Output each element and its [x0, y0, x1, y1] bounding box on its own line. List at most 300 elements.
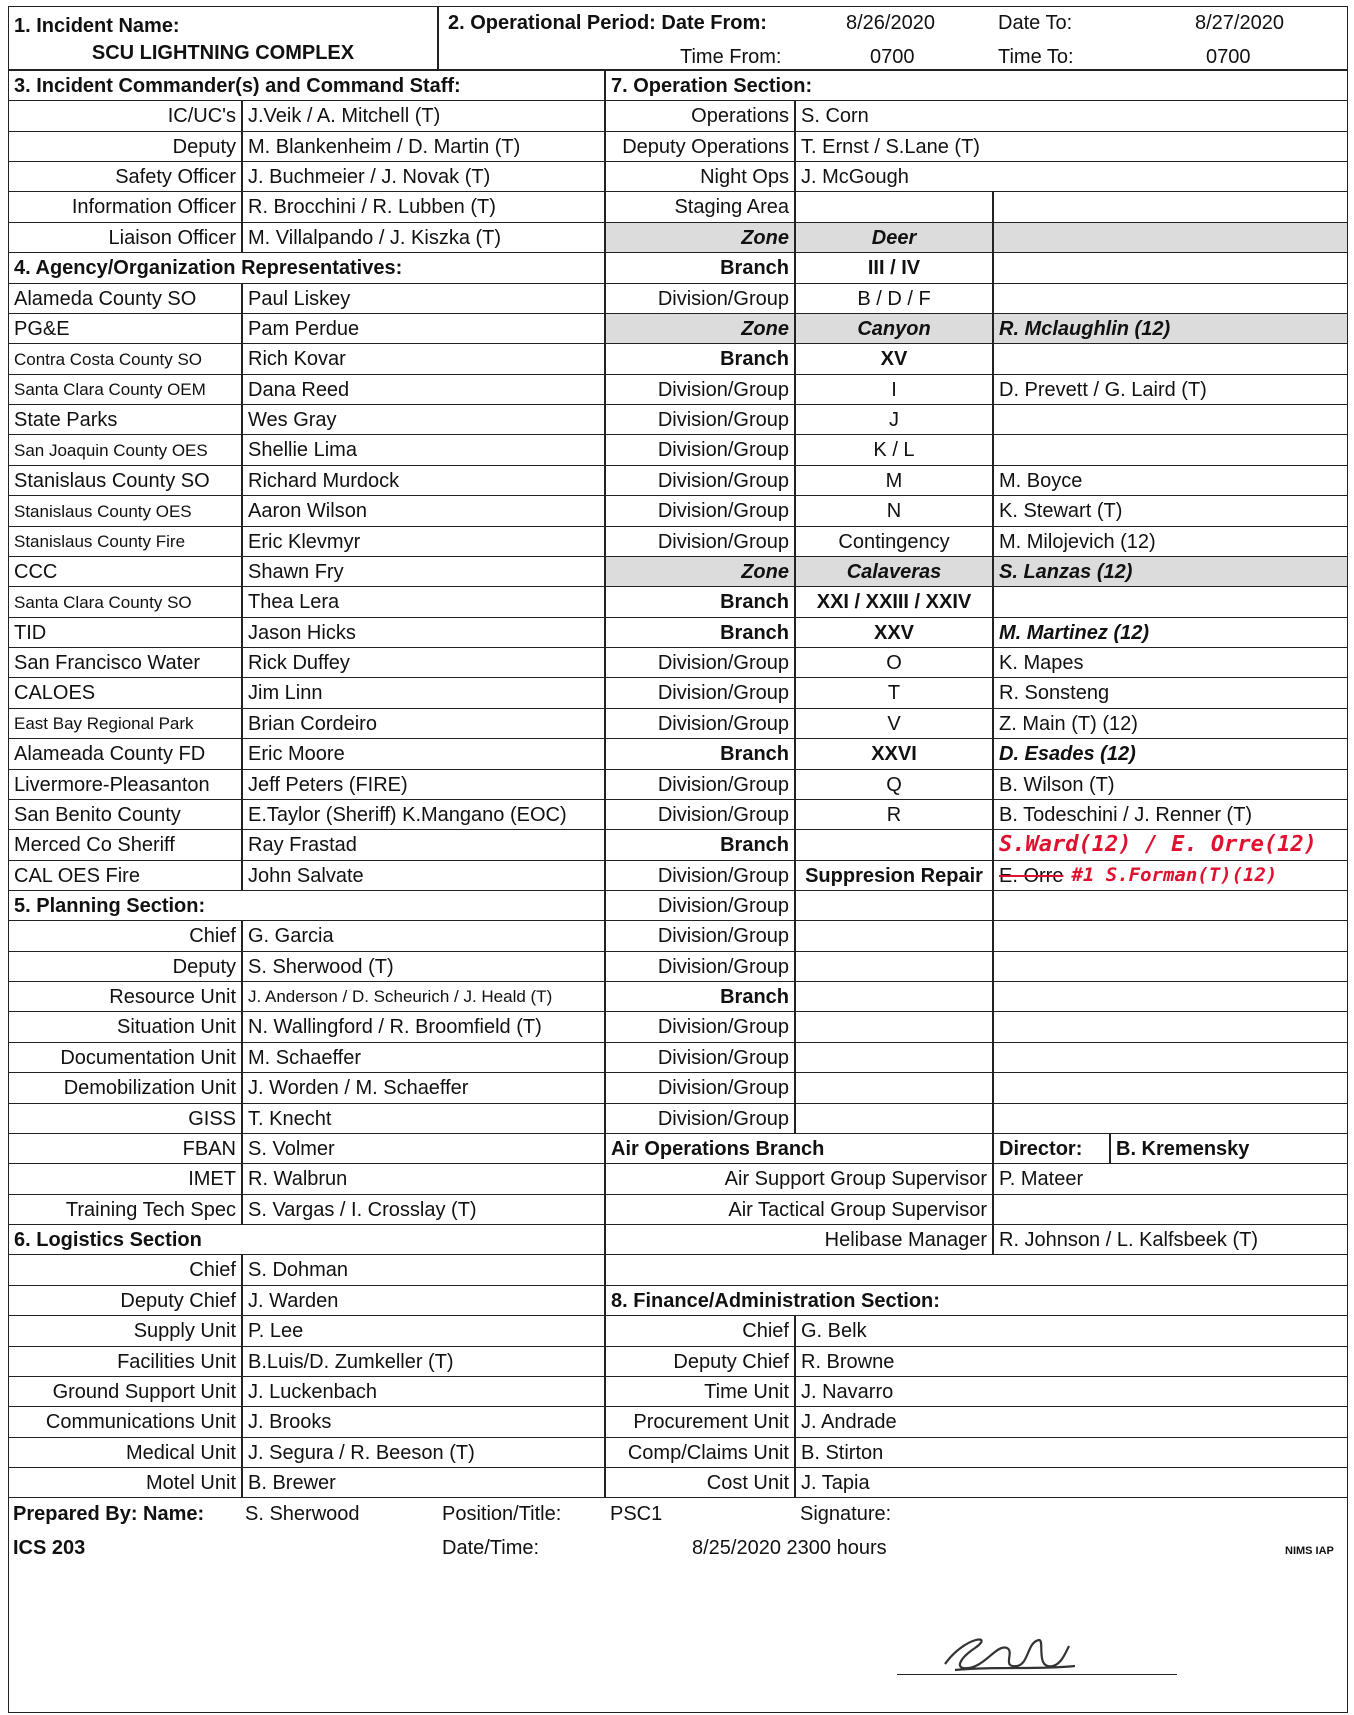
ops-row-name-text: R. Mclaughlin (12)	[999, 317, 1171, 340]
ops-row-label	[605, 920, 795, 952]
ops-row-name	[993, 647, 1348, 678]
agency-rep-text: Eric Moore	[248, 743, 345, 765]
agency-name	[8, 738, 242, 770]
logistics-title	[8, 1224, 605, 1255]
logistics-label-text: Ground Support Unit	[52, 1380, 236, 1403]
agency-rep-text: Pam Perdue	[248, 317, 360, 340]
ops-row-id	[795, 283, 993, 314]
air-ops-value	[993, 1224, 1348, 1255]
ops-row-label-text: Division/Group	[657, 439, 789, 461]
agency-rep-text: Ray Frastad	[248, 834, 357, 856]
ops-row-label	[605, 313, 795, 344]
agency-name	[8, 465, 242, 496]
ops-row-label	[605, 252, 795, 284]
ops-row-id	[795, 586, 993, 618]
agency-name	[8, 829, 242, 861]
struck-name: E. Orre	[999, 864, 1064, 887]
ops-value	[795, 191, 993, 223]
ops-row-label-text: Division/Group	[657, 651, 789, 674]
ops-row-name	[993, 951, 1348, 982]
agency-rep	[242, 769, 605, 800]
logistics-value	[242, 1285, 605, 1316]
agency-rep-text: Rich Kovar	[248, 348, 346, 370]
ops-row-label	[605, 1072, 795, 1104]
planning-label-text: Resource Unit	[109, 985, 236, 1008]
ops-value-extra	[993, 191, 1348, 223]
planning-label	[8, 1163, 242, 1195]
ops-row-name	[993, 708, 1348, 739]
finance-label-text: Time Unit	[704, 1380, 789, 1403]
logistics-label-text: Supply Unit	[133, 1320, 236, 1342]
time-to-label: Time To:	[998, 46, 1074, 68]
planning-value-text: T. Knecht	[248, 1107, 332, 1130]
ops-row-name	[993, 404, 1348, 435]
ops-row-name	[993, 1103, 1348, 1134]
agency-name-text: Livermore-Pleasanton	[14, 773, 210, 796]
ops-row-id-text: B / D / F	[857, 287, 931, 310]
air-ops-label-text: Helibase Manager	[824, 1228, 987, 1251]
logistics-value-text: J. Brooks	[248, 1411, 332, 1433]
ops-row-label-text: Division/Group	[657, 287, 789, 310]
ops-label	[605, 131, 795, 162]
ops-row-id	[795, 1042, 993, 1073]
ops-row-label	[605, 617, 795, 648]
command-value	[242, 222, 605, 253]
agency-rep	[242, 677, 605, 709]
command-label-text: Information Officer	[71, 196, 236, 218]
air-ops-label	[605, 1163, 993, 1195]
ops-row-id-text: I	[891, 378, 897, 401]
ops-row-label-text: Division/Group	[657, 864, 789, 887]
nims-label: NIMS IAP	[1285, 1545, 1334, 1557]
ops-row-name-text: Z. Main (T) (12)	[999, 712, 1138, 735]
ops-row-label-text: Division/Group	[657, 773, 789, 796]
ops-row-label	[605, 647, 795, 678]
air-ops-title	[605, 1133, 993, 1164]
ops-row-id	[795, 981, 993, 1012]
ops-row-label	[605, 465, 795, 496]
logistics-label-text: Motel Unit	[145, 1471, 236, 1494]
agency-name-text: State Parks	[14, 408, 118, 431]
ops-row-label-text: Division/Group	[657, 530, 789, 553]
ops-row-id-text: XV	[880, 348, 908, 370]
agency-rep	[242, 708, 605, 739]
ops-row-label	[605, 434, 795, 466]
air-ops-director	[1110, 1133, 1348, 1164]
date-from: 8/26/2020	[846, 12, 935, 34]
blank-row	[605, 1254, 1348, 1286]
command-label-text: IC/UC's	[167, 105, 236, 127]
ops-row-id-text: M	[885, 469, 903, 492]
agency-name-text: Stanislaus County Fire	[14, 532, 186, 551]
planning-label	[8, 920, 242, 952]
ops-label	[605, 161, 795, 192]
ops-row-label-text: Division/Group	[657, 712, 789, 735]
logistics-label	[8, 1467, 242, 1498]
finance-title-text: 8. Finance/Administration Section:	[611, 1289, 940, 1312]
finance-value	[795, 1346, 1348, 1377]
ops-row-label-text: Division/Group	[657, 408, 789, 431]
ops-row-name	[993, 829, 1348, 861]
incident-name-label: 1. Incident Name:	[14, 15, 180, 36]
agency-rep-text: Wes Gray	[248, 408, 337, 431]
time-from-label: Time From:	[680, 46, 782, 68]
ops-row-id-text: V	[887, 712, 901, 735]
agency-name-text: TID	[14, 621, 47, 644]
agency-rep	[242, 465, 605, 496]
ops-row-label-text: Division/Group	[657, 469, 789, 492]
agency-rep	[242, 829, 605, 861]
ops-row-id	[795, 343, 993, 375]
ops-row-id-text: T	[887, 682, 901, 704]
finance-label	[605, 1406, 795, 1438]
ops-row-name	[993, 981, 1348, 1012]
ops-row-label	[605, 495, 795, 527]
agency-name	[8, 404, 242, 435]
ops-row-id-text: XXI / XXIII / XXIV	[816, 591, 972, 613]
position-value: PSC1	[610, 1503, 663, 1525]
agency-name-text: Santa Clara County OEM	[14, 380, 206, 399]
ops-row-label-text: Branch	[720, 985, 789, 1008]
finance-value-text: G. Belk	[801, 1320, 867, 1342]
ops-row-id	[795, 708, 993, 739]
position-label: Position/Title:	[442, 1503, 562, 1525]
ops-row-label-text: Zone	[741, 560, 789, 583]
finance-label-text: Chief	[742, 1320, 789, 1342]
agency-name	[8, 586, 242, 618]
planning-value	[242, 1011, 605, 1043]
logistics-value	[242, 1437, 605, 1468]
ops-value-text: J. McGough	[801, 165, 909, 188]
air-ops-label	[605, 1224, 993, 1255]
finance-value	[795, 1467, 1348, 1498]
ops-row-id	[795, 1072, 993, 1104]
finance-label-text: Procurement Unit	[633, 1411, 789, 1433]
ops-row-name	[993, 495, 1348, 527]
ops-row-name	[993, 738, 1348, 770]
date-to-label: Date To:	[998, 12, 1073, 34]
ops-row-name	[993, 222, 1348, 253]
command-value	[242, 161, 605, 192]
planning-label-text: GISS	[188, 1107, 236, 1130]
ops-row-label-text: Zone	[741, 226, 789, 249]
ops-row-label	[605, 951, 795, 982]
command-label	[8, 191, 242, 223]
agency-rep	[242, 586, 605, 618]
air-ops-label-text: Air Support Group Supervisor	[724, 1168, 987, 1190]
planning-value	[242, 1194, 605, 1225]
planning-label	[8, 981, 242, 1012]
planning-value-text: N. Wallingford / R. Broomfield (T)	[248, 1016, 542, 1038]
agency-rep	[242, 799, 605, 830]
agency-rep	[242, 617, 605, 648]
ops-row-label	[605, 283, 795, 314]
ops-row-id-text: XXV	[873, 621, 915, 644]
command-value-text: J.Veik / A. Mitchell (T)	[248, 105, 441, 127]
agency-rep-text: John Salvate	[248, 864, 364, 887]
ops-row-id	[795, 434, 993, 466]
agency-name-text: San Francisco Water	[14, 651, 200, 674]
agency-rep-text: Jim Linn	[248, 682, 323, 704]
ops-value-text: S. Corn	[801, 105, 869, 127]
logistics-value	[242, 1315, 605, 1347]
agency-rep	[242, 283, 605, 314]
planning-label-text: Chief	[189, 925, 236, 947]
ops-row-name	[993, 920, 1348, 952]
planning-value	[242, 1163, 605, 1195]
planning-value-text: M. Schaeffer	[248, 1046, 362, 1069]
ops-row-label	[605, 1103, 795, 1134]
logistics-label	[8, 1285, 242, 1316]
finance-label-text: Cost Unit	[706, 1471, 789, 1494]
incident-name: SCU LIGHTNING COMPLEX	[91, 41, 355, 64]
ops-row-id-text: N	[886, 500, 902, 522]
agency-name	[8, 313, 242, 344]
ops-row-label	[605, 860, 795, 891]
logistics-value-text: S. Dohman	[248, 1259, 349, 1281]
logistics-value-text: B. Brewer	[248, 1471, 336, 1494]
air-ops-director-label	[993, 1133, 1110, 1164]
ops-row-label-text: Branch	[720, 743, 789, 765]
air-ops-value	[993, 1194, 1348, 1225]
agency-name	[8, 677, 242, 709]
planning-label	[8, 951, 242, 982]
planning-label	[8, 1072, 242, 1104]
agency-rep	[242, 495, 605, 527]
ops-row-id	[795, 799, 993, 830]
ops-row-label-text: Division/Group	[657, 955, 789, 978]
agency-rep-text: Rick Duffey	[248, 651, 350, 674]
ops-row-id	[795, 465, 993, 496]
time-to: 0700	[1206, 46, 1251, 68]
ops-row-name	[993, 343, 1348, 375]
ops-row-label	[605, 1042, 795, 1073]
logistics-label	[8, 1315, 242, 1347]
ops-label	[605, 191, 795, 223]
agency-rep-text: E.Taylor (Sheriff) K.Mangano (EOC)	[248, 803, 567, 826]
finance-label	[605, 1467, 795, 1498]
planning-label-text: Deputy	[172, 955, 236, 978]
agency-rep-text: Thea Lera	[248, 591, 340, 613]
command-title	[8, 70, 605, 101]
air-ops-label-text: Air Tactical Group Supervisor	[728, 1198, 987, 1221]
ops-row-label-text: Division/Group	[657, 500, 789, 522]
ops-row-id	[795, 920, 993, 952]
planning-value	[242, 1042, 605, 1073]
ops-row-id	[795, 1011, 993, 1043]
ops-row-name	[993, 1011, 1348, 1043]
ops-row-id	[795, 738, 993, 770]
agency-name-text: Stanislaus County OES	[14, 501, 192, 521]
agency-rep	[242, 313, 605, 344]
ops-row-name	[993, 374, 1348, 405]
logistics-label-text: Facilities Unit	[117, 1350, 236, 1373]
planning-value	[242, 1072, 605, 1104]
planning-value	[242, 920, 605, 952]
command-value	[242, 191, 605, 223]
logistics-label-text: Communications Unit	[45, 1411, 236, 1433]
logistics-label-text: Chief	[189, 1259, 236, 1281]
ops-row-id	[795, 890, 993, 921]
logistics-value-text: J. Warden	[248, 1289, 339, 1312]
agency-name	[8, 526, 242, 557]
agency-name	[8, 283, 242, 314]
ops-row-id-text: Q	[886, 773, 902, 796]
planning-label-text: Documentation Unit	[60, 1046, 236, 1069]
planning-label	[8, 1042, 242, 1073]
ops-row-id	[795, 526, 993, 557]
planning-label	[8, 1103, 242, 1134]
signature-label: Signature:	[800, 1503, 892, 1525]
logistics-label	[8, 1437, 242, 1468]
ops-label-text: Operations	[691, 105, 789, 127]
agency-rep	[242, 556, 605, 587]
planning-value-text: R. Walbrun	[248, 1168, 348, 1190]
ops-row-label-text: Branch	[720, 348, 789, 370]
command-value-text: M. Villalpando / J. Kiszka (T)	[248, 226, 502, 249]
finance-label-text: Comp/Claims Unit	[627, 1441, 789, 1464]
planning-label	[8, 1194, 242, 1225]
agency-rep	[242, 647, 605, 678]
ops-row-id-text: Canyon	[857, 317, 931, 340]
planning-label-text: Situation Unit	[117, 1016, 236, 1038]
planning-value	[242, 951, 605, 982]
agency-rep	[242, 404, 605, 435]
finance-label	[605, 1315, 795, 1347]
ops-row-label	[605, 404, 795, 435]
ops-row-name	[993, 1042, 1348, 1073]
agency-rep-text: Richard Murdock	[248, 469, 400, 492]
air-ops-director-text: B. Kremensky	[1116, 1137, 1250, 1160]
agency-name	[8, 647, 242, 678]
ops-row-label-text: Zone	[741, 317, 789, 340]
air-ops-value	[993, 1163, 1348, 1195]
ops-row-name-text: R. Sonsteng	[999, 682, 1110, 704]
form-id: ICS 203	[13, 1537, 86, 1559]
ops-row-id-text: III / IV	[867, 257, 921, 279]
logistics-value	[242, 1376, 605, 1407]
agency-name-text: Alameada County FD	[14, 743, 206, 765]
ops-value-text: T. Ernst / S.Lane (T)	[801, 135, 980, 158]
agency-name-text: CAL OES Fire	[14, 864, 140, 887]
logistics-label	[8, 1406, 242, 1438]
ops-value	[795, 100, 1348, 132]
planning-value-text: S. Sherwood (T)	[248, 955, 394, 978]
operations-title	[605, 70, 1348, 101]
agency-name	[8, 556, 242, 587]
agency-name-text: CCC	[14, 560, 58, 583]
ops-value	[795, 131, 1348, 162]
ops-row-name	[993, 434, 1348, 466]
date-to: 8/27/2020	[1195, 12, 1284, 34]
planning-value-text: J. Anderson / D. Scheurich / J. Heald (T)	[248, 987, 553, 1006]
ops-row-label	[605, 829, 795, 861]
agency-name	[8, 434, 242, 466]
logistics-value	[242, 1406, 605, 1438]
ops-row-label	[605, 890, 795, 921]
finance-value-text: B. Stirton	[801, 1441, 884, 1464]
air-ops-value-text: P. Mateer	[999, 1168, 1084, 1190]
finance-value-text: J. Tapia	[801, 1471, 870, 1494]
planning-value-text: S. Vargas / I. Crosslay (T)	[248, 1198, 477, 1221]
ops-row-name-text: M. Milojevich (12)	[999, 530, 1156, 553]
ops-row-label-text: Division/Group	[657, 1046, 789, 1069]
ops-row-label	[605, 769, 795, 800]
logistics-value-text: B.Luis/D. Zumkeller (T)	[248, 1350, 454, 1373]
planning-label	[8, 1133, 242, 1164]
agency-name-text: PG&E	[14, 317, 70, 340]
ops-row-name-text: B. Wilson (T)	[999, 773, 1115, 796]
ops-row-id	[795, 313, 993, 344]
ops-row-id-text: Contingency	[838, 530, 950, 553]
ops-row-id-text: Suppresion Repair	[805, 864, 983, 887]
ops-row-name-text: M. Boyce	[999, 469, 1083, 492]
logistics-value-text: P. Lee	[248, 1320, 304, 1342]
ops-row-id	[795, 677, 993, 709]
ops-label-text: Staging Area	[674, 196, 789, 218]
ops-row-name	[993, 1072, 1348, 1104]
agency-name	[8, 343, 242, 375]
air-ops-title-text: Air Operations Branch	[611, 1137, 825, 1160]
ops-row-label-text: Division/Group	[657, 1016, 789, 1038]
command-value-text: J. Buchmeier / J. Novak (T)	[248, 165, 491, 188]
logistics-value-text: J. Luckenbach	[248, 1380, 377, 1403]
ops-row-name	[993, 890, 1348, 921]
ops-row-name	[993, 465, 1348, 496]
agency-name	[8, 769, 242, 800]
ops-row-id	[795, 617, 993, 648]
ops-row-name-text: D. Esades (12)	[999, 743, 1136, 765]
agency-rep	[242, 860, 605, 891]
ops-row-name	[993, 526, 1348, 557]
logistics-value	[242, 1467, 605, 1498]
command-label	[8, 100, 242, 132]
command-label	[8, 131, 242, 162]
ops-row-label	[605, 222, 795, 253]
time-from: 0700	[870, 46, 915, 68]
ops-row-id-text: Calaveras	[846, 560, 942, 583]
finance-value	[795, 1315, 1348, 1347]
planning-label-text: IMET	[188, 1168, 236, 1190]
planning-label	[8, 1011, 242, 1043]
ops-row-label	[605, 586, 795, 618]
agency-rep-text: Jeff Peters (FIRE)	[248, 773, 408, 796]
planning-label-text: FBAN	[182, 1137, 236, 1160]
agency-name	[8, 799, 242, 830]
agency-rep-text: Paul Liskey	[248, 287, 351, 310]
logistics-title-text: 6. Logistics Section	[14, 1228, 202, 1251]
finance-label	[605, 1346, 795, 1377]
ops-row-label	[605, 677, 795, 709]
ops-row-id-text: J	[889, 408, 899, 431]
agency-rep-text: Jason Hicks	[248, 621, 356, 644]
ops-row-id	[795, 404, 993, 435]
logistics-value-text: J. Segura / R. Beeson (T)	[248, 1441, 475, 1464]
command-label-text: Safety Officer	[115, 165, 236, 188]
command-value-text: M. Blankenheim / D. Martin (T)	[248, 135, 521, 158]
ops-row-name-text: K. Stewart (T)	[999, 500, 1123, 522]
ops-row-label	[605, 1011, 795, 1043]
ops-row-id	[795, 951, 993, 982]
ops-row-label	[605, 343, 795, 375]
finance-title	[605, 1285, 1348, 1316]
ops-row-id	[795, 647, 993, 678]
ops-row-name	[993, 556, 1348, 587]
handwritten-name: #1 S.Forman(T)(12)	[1071, 864, 1278, 886]
incident-name-cell	[8, 36, 438, 70]
ops-row-id	[795, 1103, 993, 1134]
ops-row-label-text: Branch	[720, 621, 789, 644]
